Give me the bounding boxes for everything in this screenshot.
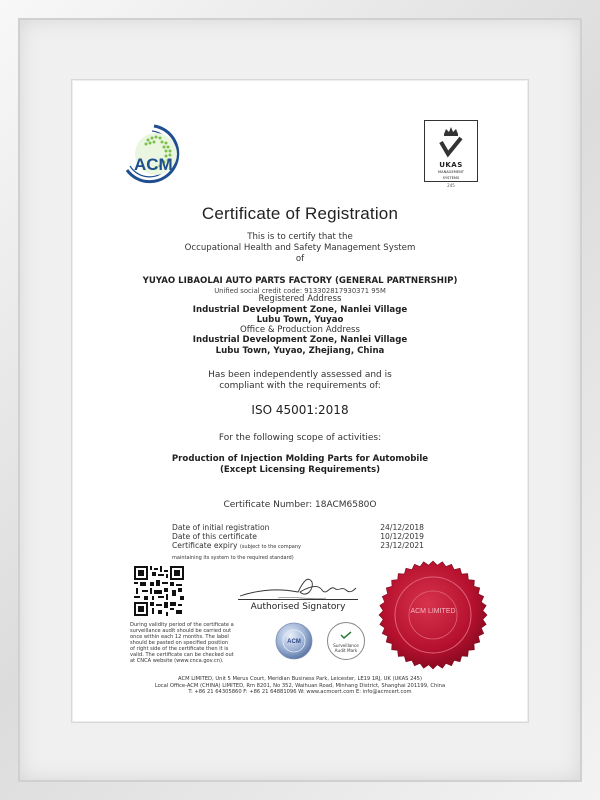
validity-note-line: valid. The certificate can be checked out <box>130 652 234 658</box>
ukas-sub-2: SYSTEMS <box>442 175 460 180</box>
qr-code-icon <box>134 566 184 616</box>
certificate-paper <box>72 80 528 722</box>
date-row-certificate <box>172 532 424 541</box>
qr-code <box>134 566 184 616</box>
office-address-line-2: Lubu Town, Yuyao, Zhejiang, China <box>215 345 385 356</box>
surveillance-audit-mark <box>327 622 365 660</box>
registered-address-line-2: Lubu Town, Yuyao <box>256 315 344 325</box>
validity-note <box>130 622 262 664</box>
date-label: Certificate expiry <box>172 541 238 550</box>
ukas-number: 245 <box>447 183 455 188</box>
office-address-label: Office & Production Address <box>240 324 360 335</box>
svg-text:ACM: ACM <box>287 639 301 645</box>
validity-note-line: should be pasted on specified position <box>130 640 229 646</box>
date-value: 23/12/2021 <box>380 541 424 550</box>
seal-icon <box>378 560 488 670</box>
authorised-signatory-label: Authorised Signatory <box>250 602 346 612</box>
validity-note-line: During validity period of the certificate a <box>130 622 234 628</box>
crown-tick-icon <box>433 124 469 160</box>
assessed-line-2: compliant with the requirements of: <box>219 381 381 391</box>
date-label: Date of initial registration <box>172 523 270 532</box>
date-row-initial <box>172 523 424 532</box>
ukas-label: UKAS <box>439 161 463 169</box>
validity-note-line: of right side of the certificate then it is <box>130 646 229 652</box>
footer-line-2: Local Office-ACM (CHINA) LIMITED, Rm 8201, No 352, Waihuan Road, Minhang District, Shanghai 201199, China <box>154 682 446 689</box>
registered-address-label: Registered Address <box>258 294 342 304</box>
date-label: Date of this certificate <box>172 532 257 541</box>
surveillance-label: Surveillance <box>333 643 359 648</box>
acm-logo-text: ACM <box>134 155 173 174</box>
hologram-icon <box>275 622 313 660</box>
certificate-number: Certificate Number: 18ACM6580O <box>223 500 377 510</box>
certificate-title: Certificate of Registration <box>201 204 399 223</box>
credit-code: Unified social credit code: 913302817930371 95M <box>214 286 386 295</box>
validity-note-line: surveillance audit should be carried out <box>130 628 232 634</box>
standard-name: ISO 45001:2018 <box>251 403 349 417</box>
intro-line-3: of <box>295 254 305 264</box>
tick-icon <box>340 631 352 639</box>
footer-line-1: ACM LIMITED, Unit 5 Merus Court, Meridian Business Park, Leicester, LE19 1RJ, UK (UKAS 245) <box>177 676 423 682</box>
red-embossed-seal <box>378 560 488 670</box>
assessed-line-1: Has been independently assessed and is <box>208 370 392 380</box>
date-value: 24/12/2018 <box>380 523 424 532</box>
expiry-note-1: (subject to the company <box>239 544 301 550</box>
acm-globe-icon <box>110 120 194 192</box>
date-value: 10/12/2019 <box>380 532 424 541</box>
ukas-mark <box>424 120 480 192</box>
office-address-line-1: Industrial Development Zone, Nanlei Village <box>192 335 408 345</box>
seal-text: ACM LIMITED <box>410 608 456 615</box>
intro-line-1: This is to certify that the <box>247 232 353 242</box>
dates-table <box>172 523 424 563</box>
scope-line-2: (Except Licensing Requirements) <box>219 464 381 475</box>
scope-intro: For the following scope of activities: <box>218 433 382 443</box>
validity-note-line: at CNCA website (www.cnca.gov.cn). <box>130 658 224 664</box>
hologram-seal <box>275 622 313 660</box>
expiry-note-2: maintaining its system to the required standard) <box>172 555 294 561</box>
footer-line-3: T: +86 21 64305860 F: +86 21 64881096 W: www.acmcert.com E: info@acmcert.com <box>188 689 412 696</box>
intro-line-2: Occupational Health and Safety Management System <box>184 243 416 253</box>
registered-address-line-1: Industrial Development Zone, Nanlei Village <box>192 304 408 315</box>
ukas-sub-1: MANAGEMENT <box>438 170 464 174</box>
signature-line <box>238 599 358 600</box>
scope-line-1: Production of Injection Molding Parts for Automobile <box>171 454 429 464</box>
validity-note-line: once within each 12 months. The label <box>130 634 229 640</box>
audit-mark-label: Audit Mark <box>334 648 358 653</box>
acm-logo <box>110 120 194 192</box>
company-name: YUYAO LIBAOLAI AUTO PARTS FACTORY (GENERAL PARTNERSHIP) <box>142 276 458 286</box>
